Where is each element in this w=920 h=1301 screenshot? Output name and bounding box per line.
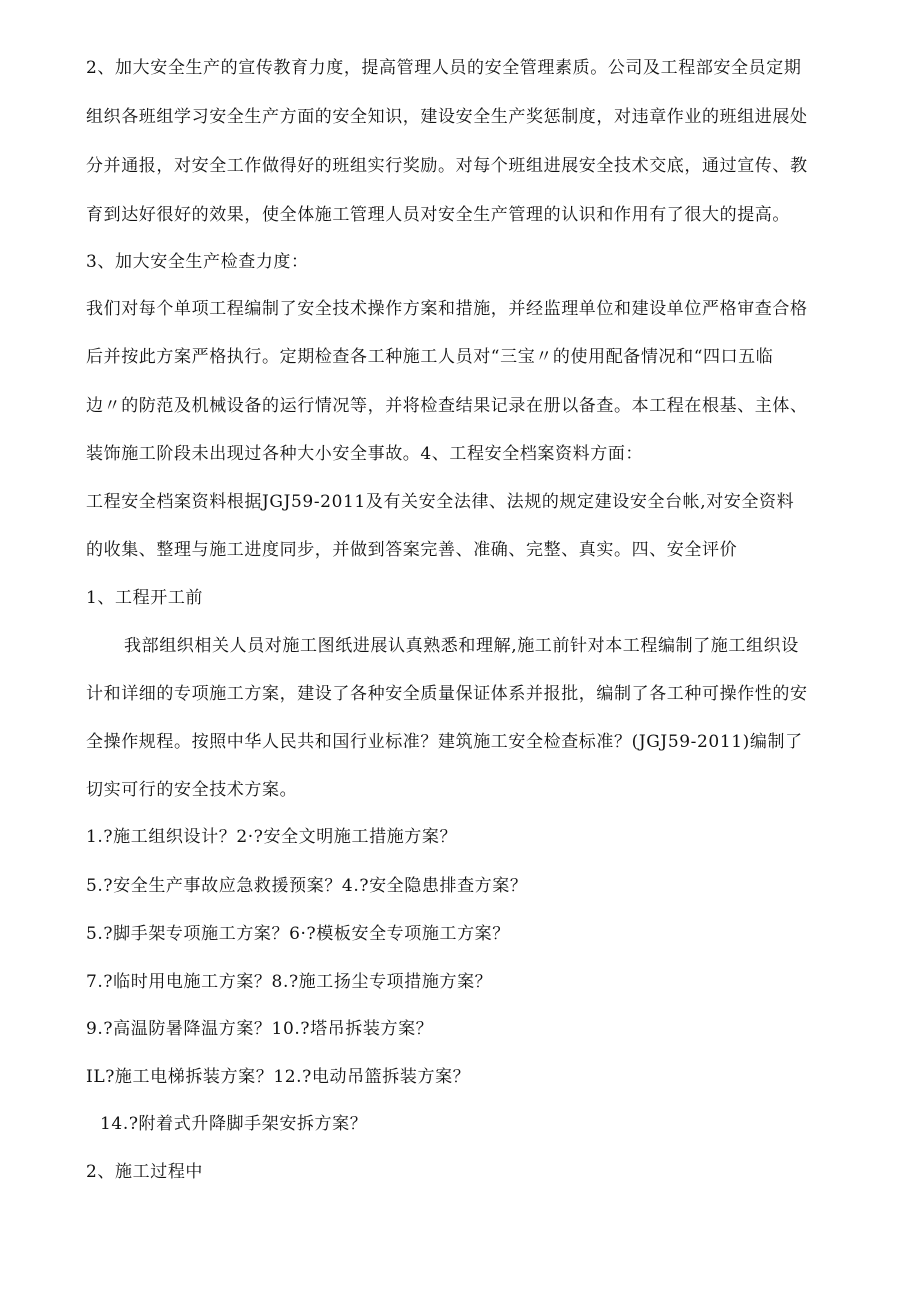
- list-item: 1.?施工组织设计？2·?安全文明施工措施方案？: [86, 827, 458, 847]
- text-line: 分并通报，对安全工作做得好的班组实行奖励。对每个班组进展安全技术交底，通过宣传、教: [86, 156, 808, 176]
- list-item: IL?施工电梯拆装方案？12.?电动吊篮拆装方案？: [86, 1067, 471, 1087]
- text-line: 育到达好很好的效果，使全体施工管理人员对安全生产管理的认识和作用有了很大的提高。: [86, 205, 790, 225]
- text-line: 组织各班组学习安全生产方面的安全知识，建设安全生产奖惩制度，对违章作业的班组进展处: [86, 107, 808, 127]
- text-line: 我部组织相关人员对施工图纸进展认真熟悉和理解,施工前针对本工程编制了施工组织设: [124, 636, 799, 656]
- text-line: 装饰施工阶段未出现过各种大小安全事故。4、工程安全档案资料方面：: [86, 444, 644, 464]
- text-line: 切实可行的安全技术方案。: [86, 780, 298, 800]
- text-line: 计和详细的专项施工方案，建设了各种安全质量保证体系并报批，编制了各工种可操作性的安: [86, 684, 808, 704]
- text-line: 边〃的防范及机械设备的运行情况等，并将检查结果记录在册以备查。本工程在根基、主体、: [86, 396, 808, 416]
- section-heading: 2、施工过程中: [86, 1162, 204, 1182]
- text-line: 我们对每个单项工程编制了安全技术操作方案和措施，并经监理单位和建设单位严格审查合格: [86, 299, 808, 319]
- text-line: 2、加大安全生产的宣传教育力度，提高管理人员的安全管理素质。公司及工程部安全员定期: [86, 58, 802, 78]
- text-line: 的收集、整理与施工进度同步，并做到答案完善、准确、完整、真实。四、安全评价: [86, 540, 738, 560]
- text-line: 全操作规程。按照中华人民共和国行业标准？建筑施工安全检查标准？(JGJ59-2011)编制了: [86, 732, 803, 752]
- section-heading: 3、加大安全生产检查力度：: [86, 252, 309, 272]
- list-item: 7.?临时用电施工方案？8.?施工扬尘专项措施方案？: [86, 972, 493, 992]
- list-item: 5.?脚手架专项施工方案？6·?模板安全专项施工方案？: [86, 924, 510, 944]
- text-line: 工程安全档案资料根据JGJ59-2011及有关安全法律、法规的规定建设安全台帐,对安全资料: [86, 492, 795, 512]
- text-line: 后并按此方案严格执行。定期检查各工种施工人员对“三宝〃的使用配备情况和“四口五临: [86, 347, 774, 367]
- list-item: 14.?附着式升降脚手架安拆方案？: [100, 1114, 368, 1134]
- list-item: 5.?安全生产事故应急救援预案？4.?安全隐患排查方案？: [86, 876, 528, 896]
- list-item: 9.?高温防暑降温方案？10.?塔吊拆装方案？: [86, 1019, 434, 1039]
- section-heading: 1、工程开工前: [86, 588, 204, 608]
